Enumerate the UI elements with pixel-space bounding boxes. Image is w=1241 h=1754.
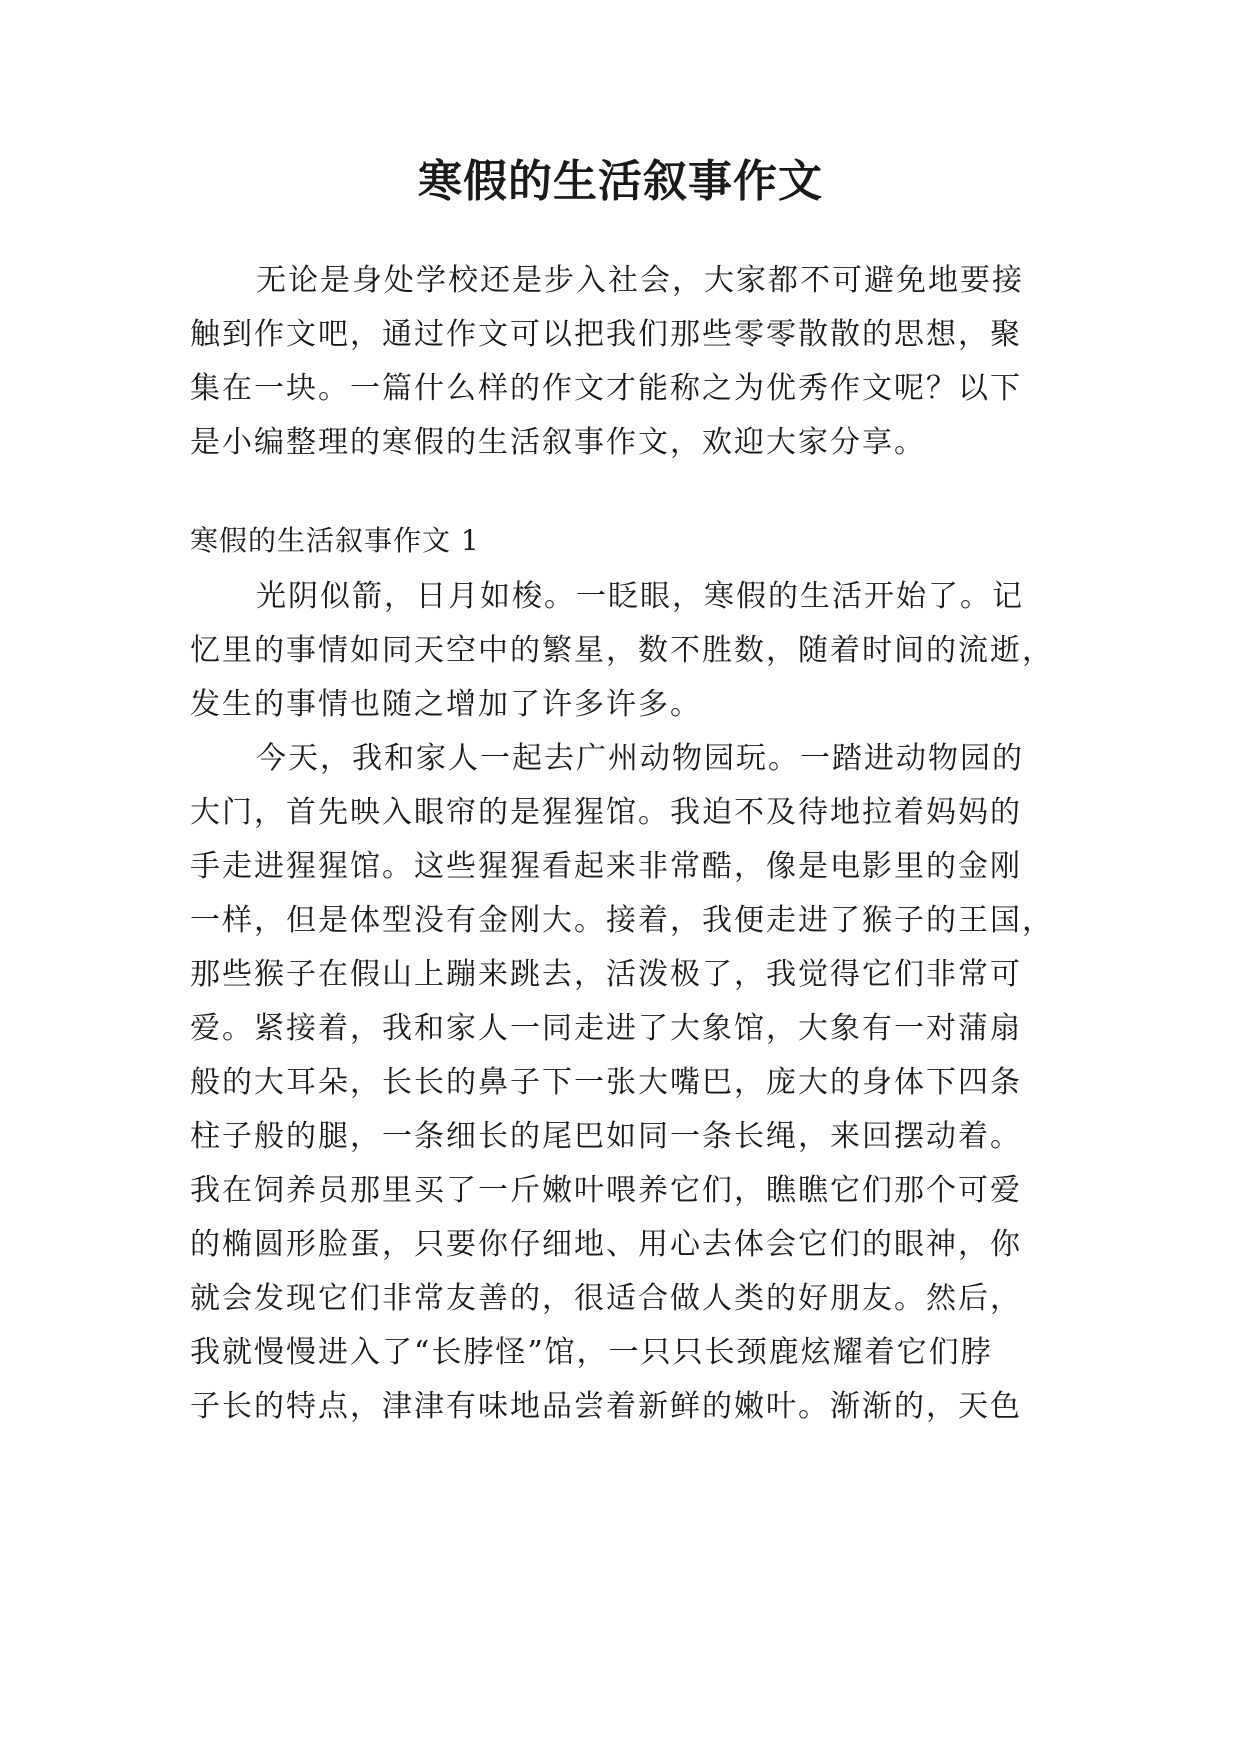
paragraph-line: 光阴似箭，日月如梭。一眨眼，寒假的生活开始了。记 [256, 579, 1024, 614]
paragraph-line: 忆里的事情如同天空中的繁星，数不胜数，随着时间的流逝， [190, 633, 1054, 668]
paragraph-line: 就会发现它们非常友善的，很适合做人类的好朋友。然后， [190, 1281, 1022, 1316]
paragraph-line: 子长的特点，津津有味地品尝着新鲜的嫩叶。渐渐的，天色 [190, 1389, 1022, 1424]
section-heading: 寒假的生活叙事作文 1 [190, 524, 480, 557]
paragraph-line: 般的大耳朵，长长的鼻子下一张大嘴巴，庞大的身体下四条 [190, 1065, 1022, 1100]
paragraph-line: 柱子般的腿，一条细长的尾巴如同一条长绳，来回摆动着。 [190, 1119, 1022, 1154]
paragraph-line: 我就慢慢进入了“长脖怪”馆，一只只长颈鹿炫耀着它们脖 [190, 1335, 993, 1370]
intro-line: 是小编整理的寒假的生活叙事作文，欢迎大家分享。 [190, 425, 926, 460]
paragraph-line: 今天，我和家人一起去广州动物园玩。一踏进动物园的 [256, 741, 1024, 776]
paragraph-line: 那些猴子在假山上蹦来跳去，活泼极了，我觉得它们非常可 [190, 957, 1022, 992]
paragraph-line: 一样，但是体型没有金刚大。接着，我便走进了猴子的王国， [190, 903, 1054, 938]
paragraph-line: 大门，首先映入眼帘的是猩猩馆。我迫不及待地拉着妈妈的 [190, 795, 1022, 830]
paragraph-line: 我在饲养员那里买了一斤嫩叶喂养它们，瞧瞧它们那个可爱 [190, 1173, 1022, 1208]
paragraph-line: 爱。紧接着，我和家人一同走进了大象馆，大象有一对蒲扇 [190, 1011, 1022, 1046]
document-title: 寒假的生活叙事作文 [418, 156, 823, 207]
intro-line: 无论是身处学校还是步入社会，大家都不可避免地要接 [256, 263, 1024, 298]
intro-line: 触到作文吧，通过作文可以把我们那些零零散散的思想，聚 [190, 317, 1022, 352]
paragraph-line: 手走进猩猩馆。这些猩猩看起来非常酷，像是电影里的金刚 [190, 849, 1022, 884]
paragraph-line: 发生的事情也随之增加了许多许多。 [190, 687, 702, 722]
paragraph-line: 的椭圆形脸蛋，只要你仔细地、用心去体会它们的眼神，你 [190, 1227, 1022, 1262]
intro-line: 集在一块。一篇什么样的作文才能称之为优秀作文呢？以下 [190, 371, 1022, 406]
